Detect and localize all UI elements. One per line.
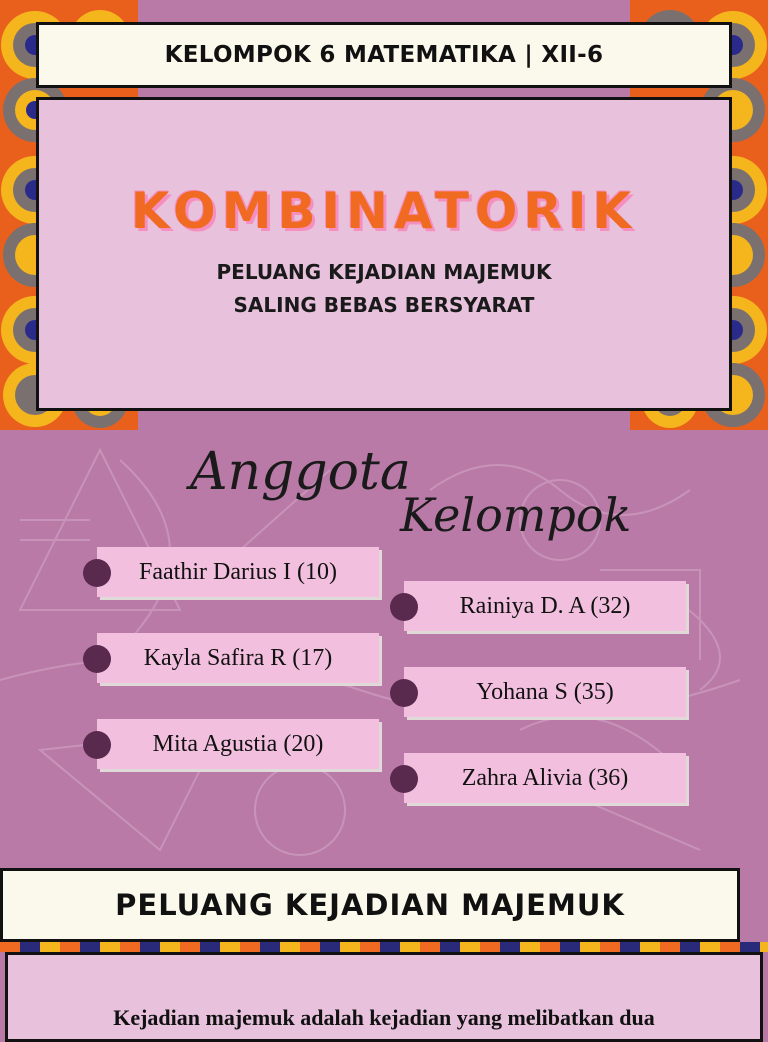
member-card: Rainiya D. A (32) [404,581,686,631]
subtitle-line-1: PELUANG KEJADIAN MAJEMUK [216,260,552,284]
member-card: Mita Agustia (20) [97,719,379,769]
members-heading-word-2: Kelompok [400,488,632,542]
members-slide [0,430,768,870]
member-card: Yohana S (35) [404,667,686,717]
subtitle-line-2: SALING BEBAS BERSYARAT [233,293,535,317]
definition-card [5,952,763,1042]
definition-text: Kejadian majemuk adalah kejadian yang melibatkan dua [113,1005,655,1030]
member-card: Kayla Safira R (17) [97,633,379,683]
main-title: KOMBINATORIK [130,182,638,240]
bullet-icon [83,645,111,673]
member-card: Zahra Alivia (36) [404,753,686,803]
group-banner [36,22,732,88]
section-heading: PELUANG KEJADIAN MAJEMUK [115,888,625,922]
bullet-icon [390,765,418,793]
member-card: Faathir Darius I (10) [97,547,379,597]
section-heading-banner [0,868,740,942]
members-heading-word-1: Anggota [190,442,411,502]
title-slide [0,0,768,430]
bullet-icon [390,593,418,621]
bullet-icon [83,559,111,587]
group-label: KELOMPOK 6 MATEMATIKA | XII-6 [164,42,604,68]
decorative-stripe [0,942,768,952]
title-card [36,97,732,411]
bullet-icon [83,731,111,759]
bullet-icon [390,679,418,707]
